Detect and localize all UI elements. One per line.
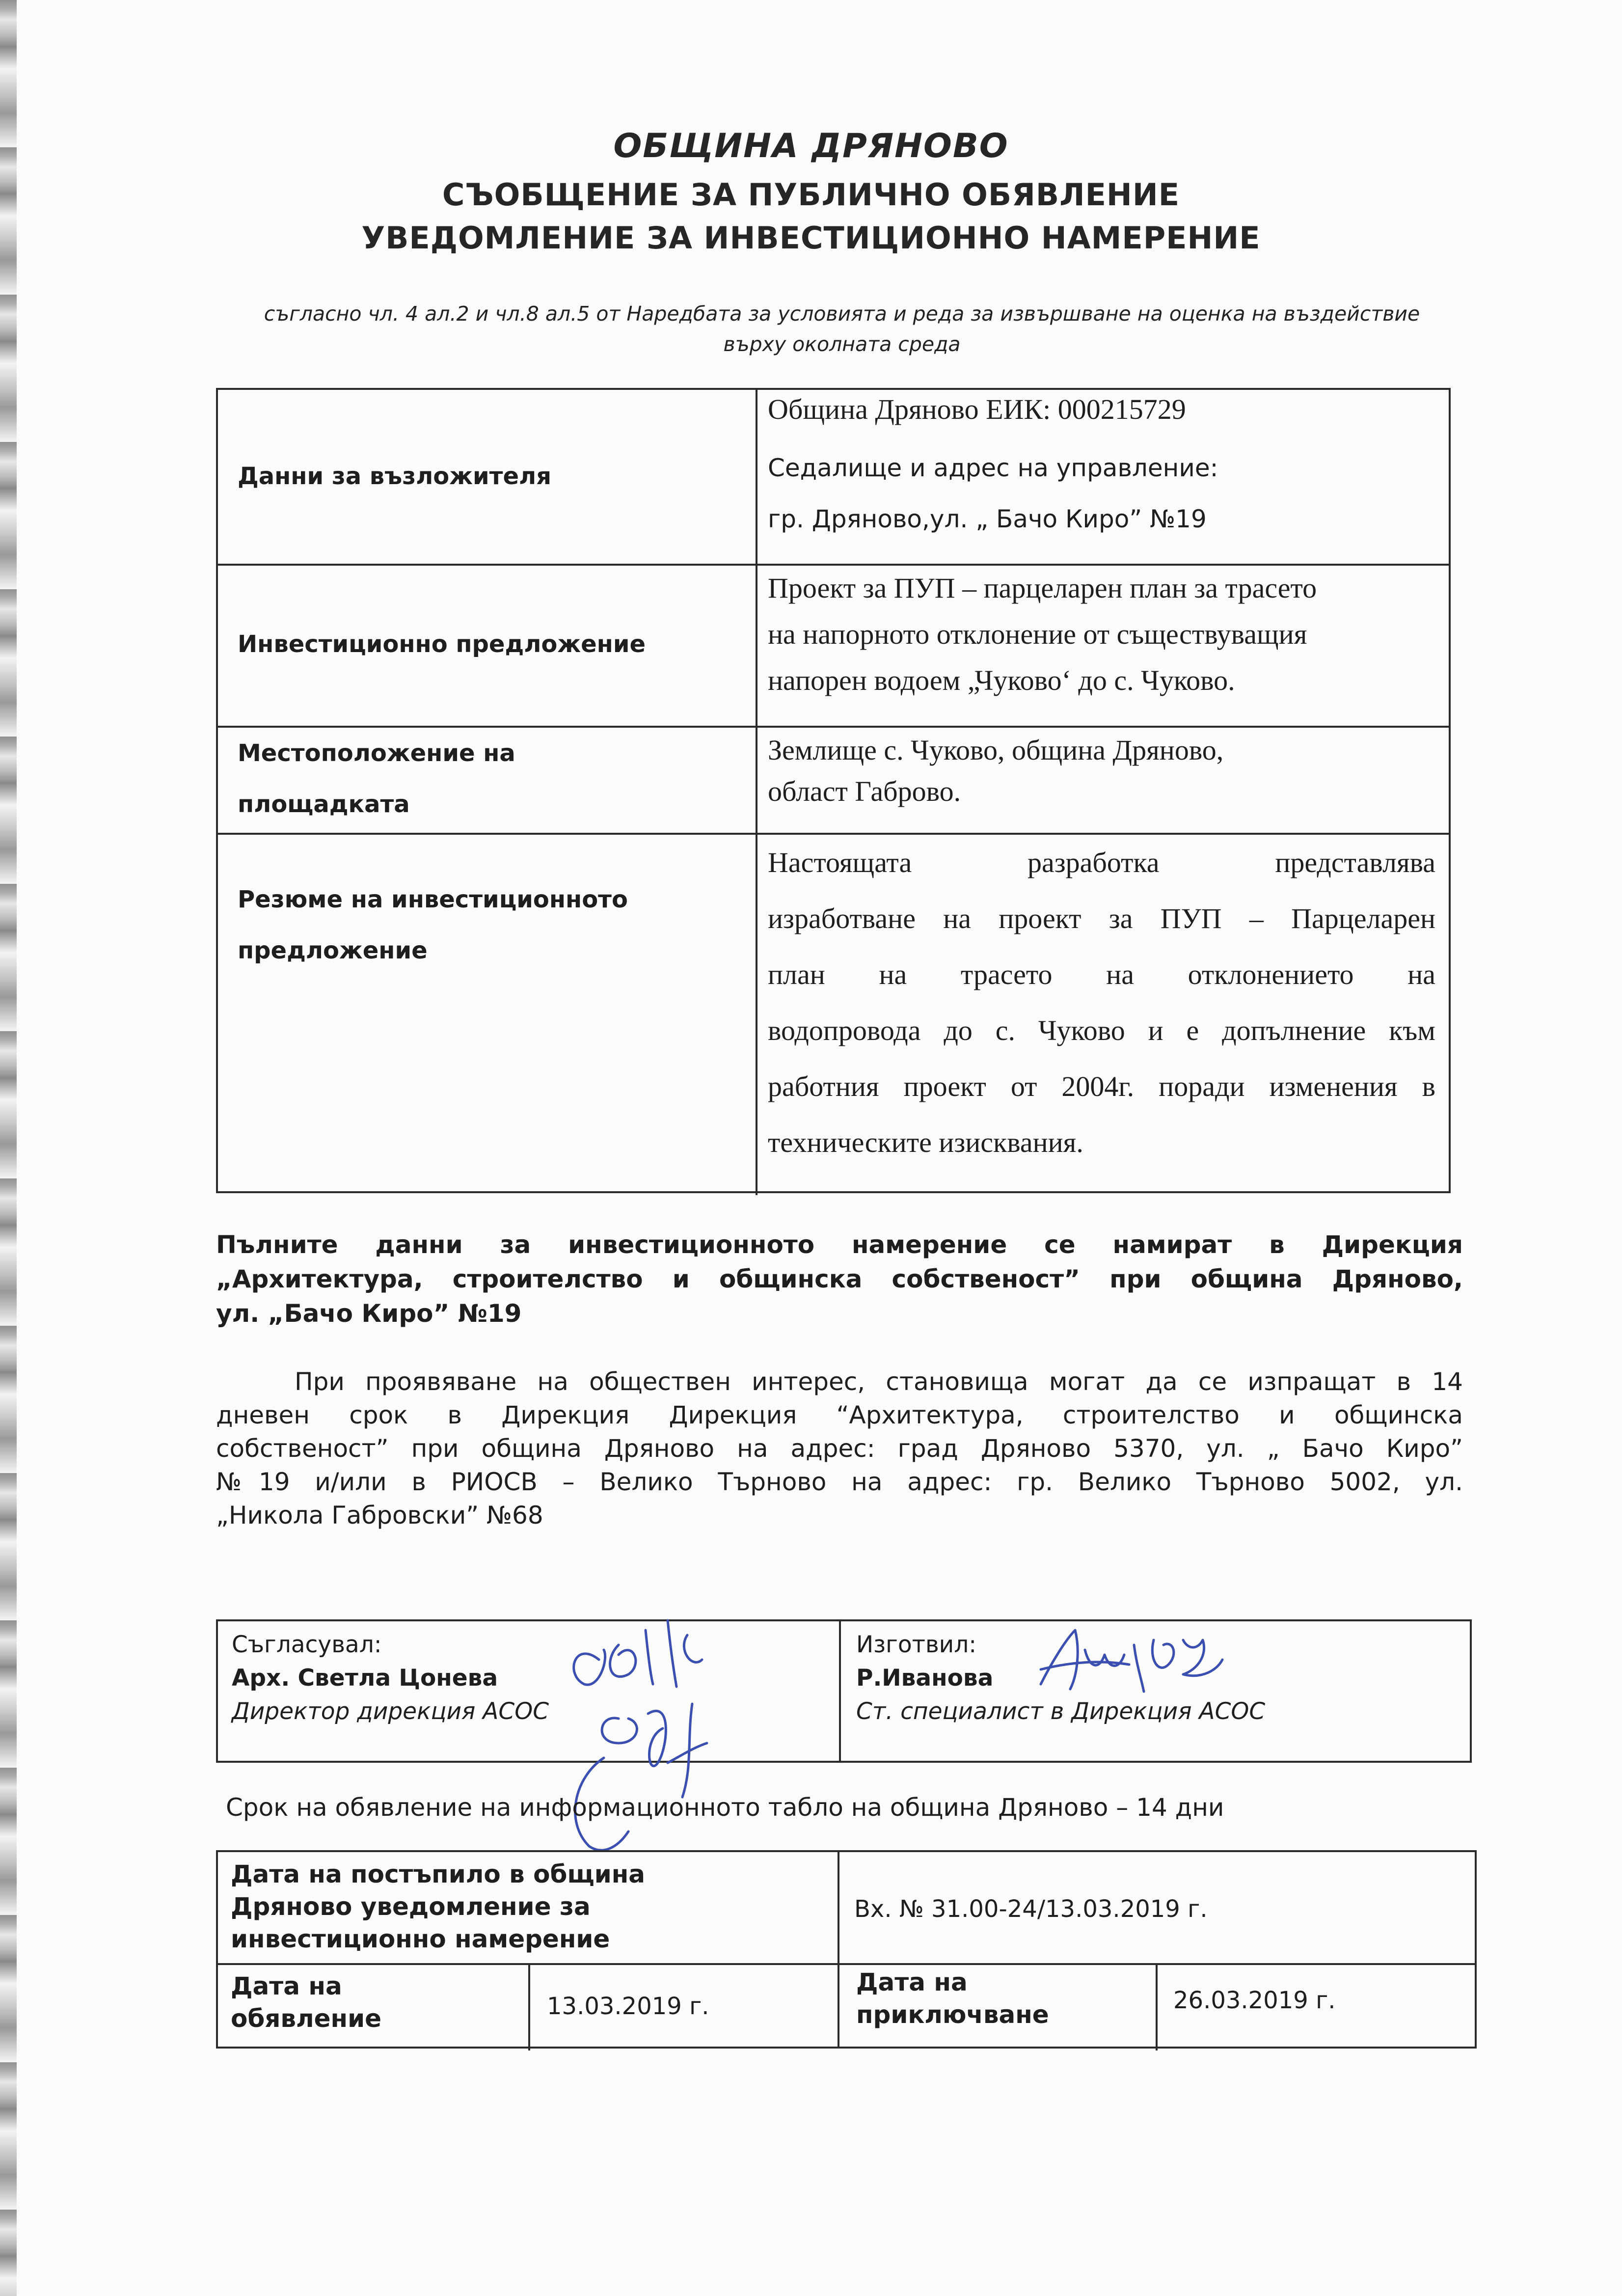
location-text-line: област Габрово. [768,775,961,807]
announce-label-line: обявление [231,2004,382,2033]
table-row-summary [218,835,1449,1195]
end-date-value: 26.03.2019 г. [1173,1987,1336,2014]
proposal-label: Инвестиционно предложение [238,630,646,658]
contractor-seat-caption: Седалище и адрес на управление: [768,454,1218,482]
dates-table [216,1850,1477,2049]
signature-table [216,1619,1472,1763]
table-row-location [218,728,1449,835]
opinions-line: №19 и/или в РИОСВ – Велико Търново на адрес: гр. Велико Търново 5002, ул. [216,1468,1463,1496]
summary-text-line: Настоящата разработка представлява [768,847,1435,878]
dates-column-divider [1156,1963,1158,2050]
dates-column-divider [528,1963,530,2050]
end-date-label [856,1966,1049,2031]
prepared-position: Ст. специалист в Дирекция АСОС [856,1698,1266,1725]
table-row-proposal [218,566,1449,728]
agreed-cell [232,1628,549,1728]
end-label-line: Дата на [856,1968,968,1996]
summary-label [238,874,743,976]
summary-label-line: Резюме на инвестиционното [238,886,628,913]
signature-divider [839,1621,841,1761]
received-label-line: Дата на постъпило в община [231,1860,646,1888]
full-data-paragraph [216,1228,1463,1331]
opinions-line: дневен срок в Дирекция Дирекция “Архитектура, строителство и общинска [216,1401,1463,1429]
full-data-line: „Архитектура, строителство и общинска собственост” при община Дряново, [216,1265,1463,1293]
summary-label-line: предложение [238,937,428,964]
proposal-text-line: Проект за ПУП – парцеларен план за трасето [768,572,1317,604]
summary-text [768,835,1435,1171]
summary-text-line: план на трасето на отклонението на [768,958,1435,990]
received-label-line: инвестиционно намерение [231,1925,610,1953]
opinions-line: собственост” при община Дряново на адрес: град Дряново 5370, ул. „ Бачо Киро” [216,1434,1463,1463]
prepared-caption: Изготвил: [856,1631,977,1658]
contractor-name-eik: Община Дряново ЕИК: 000215729 [768,393,1186,425]
summary-text-line: техническите изисквания. [768,1126,1083,1158]
prepared-name: Р.Иванова [856,1665,994,1692]
column-divider [756,566,757,726]
investment-info-table [216,388,1451,1193]
location-label [238,728,743,830]
received-date-value: Вх. № 31.00-24/13.03.2019 г. [854,1895,1208,1923]
column-divider [756,835,757,1195]
dates-column-divider [838,1852,839,2047]
agreed-name: Арх. Светла Цонева [232,1665,498,1692]
agreed-position: Директор дирекция АСОС [232,1698,549,1725]
opinions-paragraph [216,1365,1463,1532]
title-investment-notice: УВЕДОМЛЕНИЕ ЗА ИНВЕСТИЦИОННО НАМЕРЕНИЕ [361,220,1261,256]
title-public-announcement: СЪОБЩЕНИЕ ЗА ПУБЛИЧНО ОБЯВЛЕНИЕ [442,177,1180,213]
announce-date-label [231,1970,381,2035]
announcement-deadline: Срок на обявление на информационното табло на община Дряново – 14 дни [226,1793,1224,1822]
signature-prepared-handwritten [1021,1611,1237,1709]
proposal-text-line: напорен водоем „Чуково‘ до с. Чуково. [768,664,1235,696]
table-row-contractor [218,390,1449,566]
end-label-line: приключване [856,2000,1049,2029]
summary-text-line: изработване на проект за ПУП – Парцеларен [768,902,1435,934]
opinions-line: При проявяване на обществен интерес, становища могат да се изпращат в 14 [295,1367,1463,1396]
scan-edge-artifact [0,0,17,2296]
proposal-text-line: на напорното отклонение от съществуващия [768,618,1307,650]
legal-basis-line: върху околната среда [723,332,961,356]
dates-row-divider [218,1963,1475,1965]
announce-label-line: Дата на [231,1972,342,2000]
legal-basis [211,299,1473,359]
summary-text-line: водопровода до с. Чуково и е допълнение към [768,1014,1435,1046]
location-label-line: Местоположение на [238,739,515,767]
legal-basis-line: съгласно чл. 4 ал.2 и чл.8 ал.5 от Наредбата за условията и реда за извършване на оценка на въздействие [264,302,1420,326]
column-divider [756,390,757,564]
column-divider [756,728,757,833]
contractor-address: гр. Дряново,ул. „ Бачо Киро” №19 [768,505,1207,533]
full-data-line: Пълните данни за инвестиционното намерение се намират в Дирекция [216,1230,1463,1259]
opinions-line: „Никола Габровски” №68 [216,1501,543,1530]
summary-text-line: работния проект от 2004г. поради изменения в [768,1070,1435,1102]
full-data-line: ул. „Бачо Киро” №19 [216,1299,522,1328]
location-label-line: площадката [238,791,410,818]
received-label-line: Дряново уведомление за [231,1892,591,1921]
announce-date-value: 13.03.2019 г. [547,1993,709,2020]
location-text-line: Землище с. Чуково, община Дряново, [768,734,1224,766]
agreed-caption: Съгласувал: [232,1631,382,1658]
contractor-label: Данни за възложителя [238,463,552,490]
received-date-label [231,1858,645,1955]
municipality-heading: ОБЩИНА ДРЯНОВО [613,127,1009,165]
